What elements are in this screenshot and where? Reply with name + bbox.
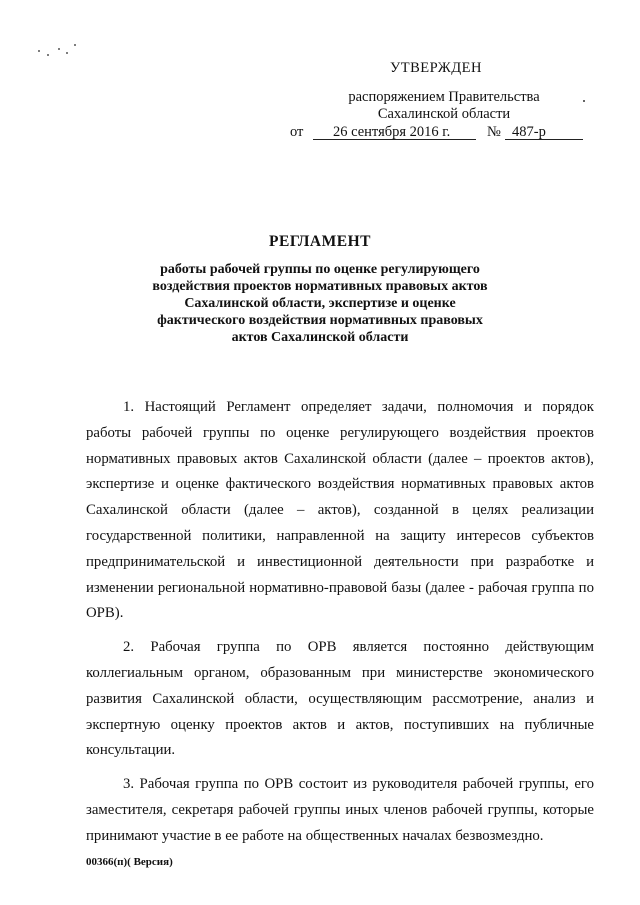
approved-by [339, 89, 549, 123]
approved-by-line: распоряжением Правительства [348, 89, 540, 105]
approved-by-line: Сахалинской области [377, 106, 511, 122]
paragraph-2: 2. Рабочая группа по ОРВ является постоянно действующим коллегиальным органом, образованным при министерстве экономического развития Сахалинской области, осуществляющим рассмотрение, анализ и экспертную оценку проектов актов и актов, поступивших на публичные консультации. [86, 639, 594, 759]
document-footer: 00366(п)( Версия) [86, 856, 173, 868]
title-heading: РЕГЛАМЕНТ [269, 233, 371, 250]
approved-label: УТВЕРЖДЕН [390, 60, 482, 76]
subtitle-line: Сахалинской области, экспертизе и оценке [184, 296, 456, 311]
approval-date: 26 сентября 2016 г. [333, 124, 451, 140]
scan-specks [38, 42, 78, 58]
subtitle-line: воздействия проектов нормативных правовых актов [152, 279, 488, 294]
paragraph-3: 3. Рабочая группа по ОРВ состоит из руководителя рабочей группы, его заместителя, секретаря рабочей группы иных членов рабочей группы, которые принимают участие в ее работе на общественных началах безвозмездно. [86, 776, 594, 844]
subtitle-line: фактического воздействия нормативных правовых [157, 313, 483, 328]
number-prefix: № [487, 124, 501, 140]
subtitle-line: работы рабочей группы по оценке регулирующего [160, 262, 480, 277]
document-title [0, 233, 640, 346]
date-prefix: от [290, 124, 304, 140]
document-body [86, 395, 594, 858]
subtitle-line: актов Сахалинской области [231, 330, 409, 345]
title-subtitle [0, 261, 640, 346]
paragraph-1: 1. Настоящий Регламент определяет задачи, полномочия и порядок работы рабочей группы по оценке регулирующего воздействия проектов нормативных правовых актов Сахалинской области (далее – проектов актов), экспертизе и оценке фактического воздействия нормативных правовых актов Сахалинской области (далее – актов), созданной в целях реализации государственной политики, направленной на защиту интересов субъектов предпринимательской и инвестиционной деятельности при разработке и изменении региональной нормативно-правовой базы (далее - рабочая группа по ОРВ). [86, 399, 594, 622]
approval-number: 487-р [512, 124, 546, 140]
scan-speck [583, 100, 585, 102]
